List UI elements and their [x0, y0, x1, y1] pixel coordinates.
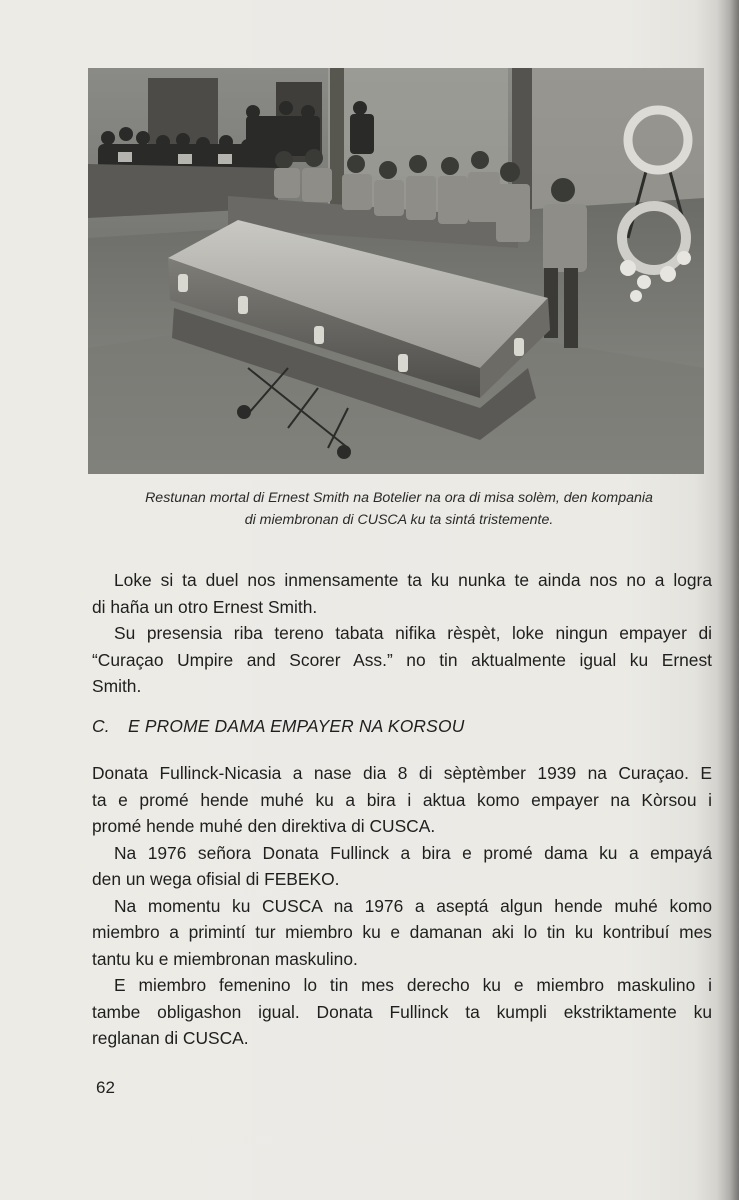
text-line: promé hende muhé den direktiva di CUSCA. [92, 816, 436, 836]
text-line: Na 1976 señora Donata Fullinck a bira e promé dama ku a empayá [114, 842, 712, 863]
section-1-text [92, 567, 712, 700]
paragraph [92, 893, 712, 920]
paragraph [92, 567, 712, 594]
section-title: E PROME DAMA EMPAYER NA KORSOU [128, 716, 465, 736]
paragraph [92, 840, 712, 867]
text-line: Su presensia riba tereno tabata nifika rèspèt, loke ningun empayer di [114, 623, 712, 643]
text-line: Donata Fullinck-Nicasia a nase dia 8 di sèptèmber 1939 na Curaçao. E [92, 763, 712, 783]
text-line: E miembro femenino lo tin mes derecho ku e miembro maskulino i [114, 975, 712, 995]
paragraph-continuation [92, 919, 712, 972]
text-line: “Curaçao Umpire and Scorer Ass.” no tin aktualmente igual ku Ernest [92, 649, 712, 670]
text-line: Loke si ta duel nos inmensamente ta ku nunka te ainda nos no a logra [114, 570, 712, 590]
paragraph [92, 760, 712, 840]
photo-illustration [88, 68, 704, 474]
text-line: reglanan di CUSCA. [92, 1028, 249, 1048]
text-line: miembro a primintí tur miembro ku e damanan aki lo tin ku kontribuí mes [92, 922, 712, 942]
paragraph-continuation [92, 866, 712, 893]
book-spine-shadow [717, 0, 739, 1200]
text-line: Na momentu ku CUSCA na 1976 a aseptá algun hende muhé komo [114, 895, 712, 916]
photo-caption [84, 487, 714, 531]
paragraph [92, 620, 712, 647]
paragraph-continuation [92, 647, 712, 700]
text-line: tantu ku e miembronan maskulino. [92, 948, 358, 969]
section-2-text [92, 760, 712, 1052]
paragraph-continuation [92, 594, 712, 621]
text-line: tambe obligashon igual. Donata Fullinck ta kumpli ekstriktamente ku [92, 1001, 712, 1022]
page-number: 62 [96, 1078, 115, 1097]
text-line: ta e promé hende muhé ku a bira i aktua komo empayer na Kòrsou i [92, 789, 712, 810]
section-heading [92, 716, 464, 737]
text-line: Smith. [92, 676, 142, 696]
paragraph [92, 972, 712, 999]
section-letter: C. [92, 716, 110, 736]
caption-line: di miembronan di CUSCA ku ta sintá tristemente. [244, 512, 554, 528]
paragraph-continuation [92, 999, 712, 1052]
caption-line: Restunan mortal di Ernest Smith na Botelier na ora di misa solèm, den kompania [145, 490, 653, 506]
text-line: di haña un otro Ernest Smith. [92, 596, 318, 617]
funeral-photo [88, 68, 704, 474]
text-line: den un wega ofisial di FEBEKO. [92, 869, 340, 889]
